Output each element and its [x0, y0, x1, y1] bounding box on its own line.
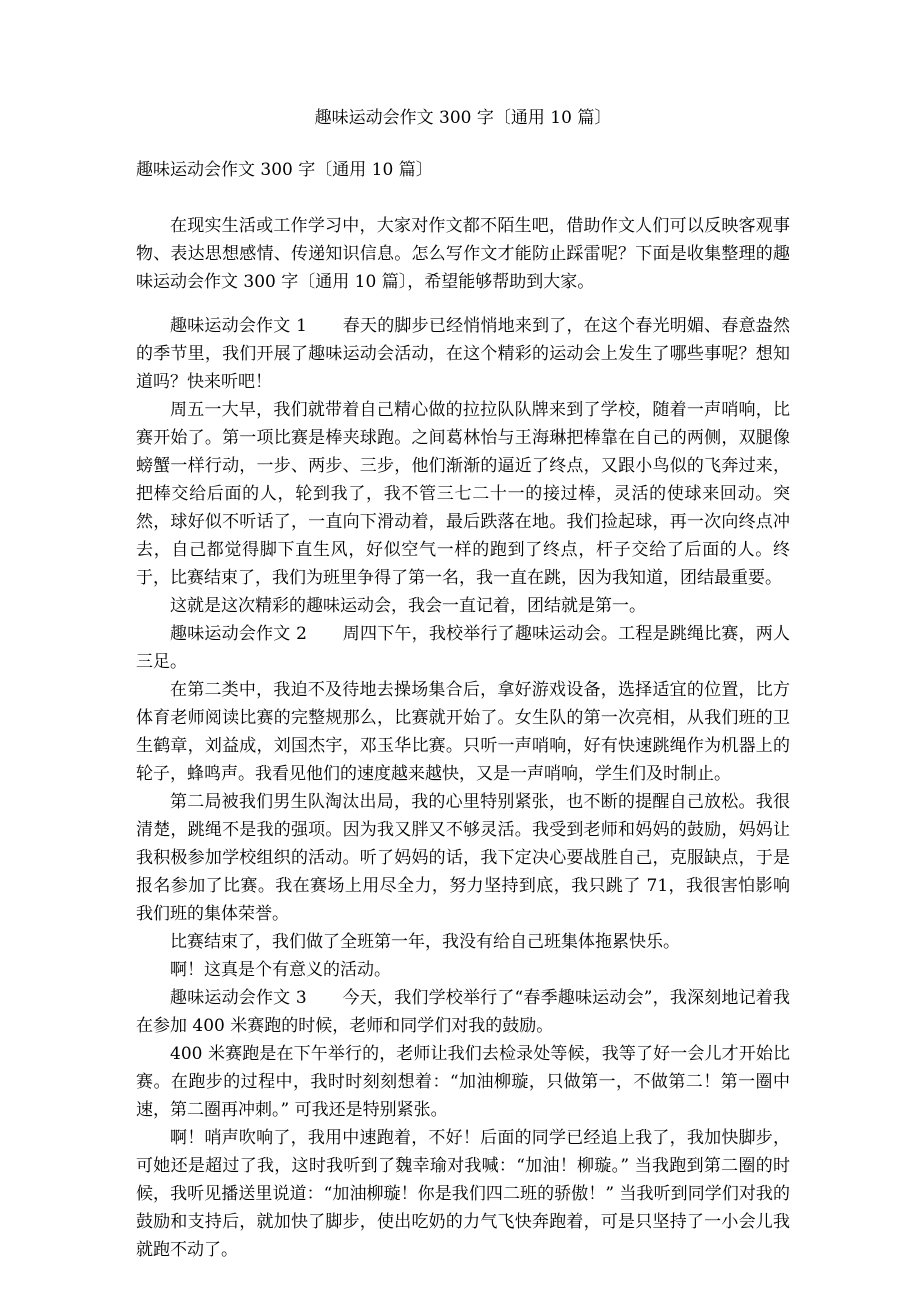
- essay-lead-text: 今天，我们学校举行了“春季趣味运动会”，我深刻地记着我在参加 400 米赛跑的时候，老师和同学们对我的鼓励。: [136, 988, 790, 1036]
- document-title: 趣味运动会作文 300 字〔通用 10 篇〕: [314, 108, 612, 128]
- essay-lead-text: 周四下午，我校举行了趣味运动会。工程是跳绳比赛，两人三足。: [136, 624, 790, 672]
- essay-heading: 趣味运动会作文 2: [170, 624, 307, 644]
- essay-paragraph: 这就是这次精彩的趣味运动会，我会一直记着，团结就是第一。: [170, 596, 646, 616]
- essay-paragraph: 啊！这真是个有意义的活动。: [170, 960, 391, 980]
- essays-container: [136, 312, 790, 1264]
- essay-lead-text: 春天的脚步已经悄悄地来到了，在这个春光明媚、春意盎然的季节里，我们开展了趣味运动会活动，在这个精彩的运动会上发生了哪些事呢？想知道吗？快来听吧！: [136, 316, 790, 392]
- essay-section-3: [136, 984, 790, 1264]
- essay-lead-paragraph: [136, 620, 790, 676]
- essay-lead-paragraph: [136, 312, 790, 396]
- essay-paragraph: 啊！哨声吹响了，我用中速跑着，不好！后面的同学已经追上我了，我加快脚步，可她还是超过了我，这时我听到了魏幸瑜对我喊：“加油！柳璇。” 当我跑到第二圈的时候，我听见播送里说道：“加油柳璇！你是我们四二班的骄傲！” 当我听到同学们对我的鼓励和支持后，就加快了脚步，使出吃奶的力气飞快奔跑着，可是只坚持了一小会儿我就跑不动了。: [136, 1128, 790, 1260]
- essay-paragraph: 比赛结束了，我们做了全班第一年，我没有给自己班集体拖累快乐。: [170, 932, 680, 952]
- essay-paragraph: 周五一大早，我们就带着自己精心做的拉拉队队牌来到了学校，随着一声哨响，比赛开始了。第一项比赛是棒夹球跑。之间葛林怡与王海琳把棒靠在自己的两侧，双腿像螃蟹一样行动，一步、两步、三步，他们渐渐的逼近了终点，又跟小鸟似的飞奔过来，把棒交给后面的人，轮到我了，我不管三七二十一的接过棒，灵活的使球来回动。突然，球好似不听话了，一直向下滑动着，最后跌落在地。我们捡起球，再一次向终点冲去，自己都觉得脚下直生风，好似空气一样的跑到了终点，杆子交给了后面的人。终于，比赛结束了，我们为班里争得了第一名，我一直在跳，因为我知道，团结最重要。: [136, 400, 790, 588]
- essay-lead-paragraph: [136, 984, 790, 1040]
- essay-section-2: [136, 620, 790, 984]
- essay-paragraph: 在第二类中，我迫不及待地去操场集合后，拿好游戏设备，选择适宜的位置，比方体育老师阅读比赛的完整规那么，比赛就开始了。女生队的第一次亮相，从我们班的卫生鹤章，刘益成，刘国杰宇，邓玉华比赛。只听一声哨响，好有快速跳绳作为机器上的轮子，蜂鸣声。我看见他们的速度越来越快，又是一声哨响，学生们及时制止。: [136, 680, 790, 784]
- essay-paragraph: 第二局被我们男生队淘汰出局，我的心里特别紧张，也不断的提醒自己放松。我很清楚，跳绳不是我的强项。因为我又胖又不够灵活。我受到老师和妈妈的鼓励，妈妈让我积极参加学校组织的活动。听了妈妈的话，我下定决心要战胜自己，克服缺点，于是报名参加了比赛。我在赛场上用尽全力，努力坚持到底，我只跳了 71，我很害怕影响我们班的集体荣誉。: [136, 792, 790, 924]
- essay-heading: 趣味运动会作文 3: [170, 988, 307, 1008]
- document-subheading: 趣味运动会作文 300 字〔通用 10 篇〕: [136, 160, 433, 180]
- intro-paragraph: 在现实生活或工作学习中，大家对作文都不陌生吧，借助作文人们可以反映客观事物、表达思想感情、传递知识信息。怎么写作文才能防止踩雷呢？下面是收集整理的趣味运动会作文 300 字〔通用 10 篇〕，希望能够帮助到大家。: [136, 216, 790, 292]
- essay-section-1: [136, 312, 790, 620]
- essay-heading: 趣味运动会作文 1: [170, 316, 307, 336]
- essay-paragraph: 400 米赛跑是在下午举行的，老师让我们去检录处等候，我等了好一会儿才开始比赛。在跑步的过程中，我时时刻刻想着：“加油柳璇，只做第一，不做第二！第一圈中速，第二圈再冲刺。” 可我还是特别紧张。: [136, 1044, 790, 1120]
